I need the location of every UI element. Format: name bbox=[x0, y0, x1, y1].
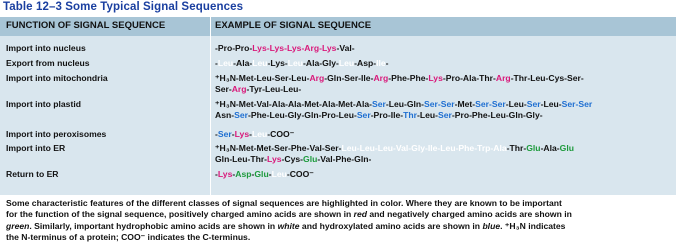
sequence-segment: Glu bbox=[303, 154, 318, 164]
sequence-line bbox=[215, 154, 673, 165]
sequence-segment: Gln-Leu-Thr- bbox=[215, 154, 268, 164]
sequence-line bbox=[215, 84, 673, 95]
row-function: Import into peroxisomes bbox=[6, 129, 107, 139]
sequence-segment: Lys-Lys-Lys-Arg-Lys bbox=[252, 43, 337, 53]
sequence-segment: Leu bbox=[271, 169, 287, 179]
sequence-segment: Thr bbox=[403, 110, 417, 120]
sequence-segment: -Thr-Leu-Cys-Ser- bbox=[510, 73, 584, 83]
sequence-segment: Leu bbox=[251, 129, 268, 139]
sequence-segment: -Met- bbox=[454, 99, 476, 109]
sequence-segment: Asn- bbox=[215, 110, 235, 120]
caption-segment: Some characteristic features of the different classes of signal sequences are highlighted in color. Where they are known to be important bbox=[6, 198, 562, 208]
sequence-segment: -Leu- bbox=[505, 99, 527, 109]
sequence-segment: -Ala-Gly- bbox=[303, 58, 339, 68]
caption-segment: green bbox=[6, 220, 30, 231]
column-divider bbox=[210, 17, 211, 195]
sequence-segment: Ser bbox=[372, 99, 386, 109]
sequence-segment: -Pro-Ile- bbox=[370, 110, 404, 120]
row-sequence bbox=[215, 169, 673, 180]
sequence-segment: Leu bbox=[252, 58, 268, 68]
caption-segment: . ⁺H₃N indicates bbox=[500, 220, 566, 231]
sequence-segment: Lys bbox=[217, 169, 233, 179]
sequence-segment: Lys bbox=[428, 73, 443, 83]
sequence-segment: -Leu- bbox=[540, 99, 562, 109]
sequence-segment: -Asp- bbox=[354, 58, 377, 68]
caption-segment: for the function of the signal sequence, positively charged amino acids are shown in bbox=[6, 209, 354, 220]
row-function: Export from nucleus bbox=[6, 58, 90, 68]
caption-segment: red bbox=[353, 209, 368, 220]
sequence-segment: Glu bbox=[559, 143, 574, 153]
row-sequence bbox=[215, 143, 673, 165]
sequence-segment: -Phe-Phe- bbox=[388, 73, 429, 83]
sequence-segment: Ser bbox=[356, 110, 371, 120]
row-function: Import into plastid bbox=[6, 99, 81, 109]
sequence-segment: -Pro-Phe-Leu-Gln-Gly- bbox=[451, 110, 543, 120]
sequence-segment: Ser bbox=[438, 110, 452, 120]
table-title: Table 12–3 Some Typical Signal Sequences bbox=[3, 1, 244, 13]
sequence-segment: -Ala- bbox=[540, 143, 560, 153]
sequence-line bbox=[215, 129, 673, 140]
sequence-segment: Ser bbox=[526, 99, 541, 109]
sequence-segment: Leu-Leu-Leu-Val-Gly-Ile-Leu-Phe-Trp-Ala bbox=[341, 143, 507, 153]
sequence-segment: Leu bbox=[287, 58, 304, 68]
sequence-segment: Lys bbox=[267, 154, 282, 164]
sequence-line bbox=[215, 43, 673, 54]
sequence-segment: -Gln-Ser-Ile- bbox=[324, 73, 374, 83]
sequence-segment: -Pro-Ala-Thr- bbox=[442, 73, 496, 83]
sequence-segment: - bbox=[385, 58, 389, 68]
sequence-line bbox=[215, 99, 673, 110]
sequence-segment: - bbox=[251, 169, 255, 179]
row-function: Import into mitochondria bbox=[6, 73, 108, 83]
sequence-line bbox=[215, 73, 673, 84]
sequence-segment: -COO⁻ bbox=[286, 169, 314, 179]
sequence-segment: Leu bbox=[338, 58, 355, 68]
row-function: Import into nucleus bbox=[6, 43, 86, 53]
sequence-segment: ⁺H₃N-Met-Met-Ser-Phe-Val-Ser- bbox=[215, 143, 342, 153]
sequence-segment: Ser bbox=[234, 110, 248, 120]
sequence-segment: Ser-Ser bbox=[561, 99, 593, 109]
sequence-segment: ⁺H₃N-Met-Val-Ala-Ala-Met-Ala-Met-Ala- bbox=[215, 99, 372, 109]
header-example: EXAMPLE OF SIGNAL SEQUENCE bbox=[215, 20, 372, 31]
caption-segment: and negatively charged amino acids are shown in bbox=[367, 209, 572, 220]
sequence-segment: Ile bbox=[376, 58, 386, 68]
caption-segment: blue bbox=[482, 220, 501, 231]
row-function: Return to ER bbox=[6, 169, 59, 179]
sequence-segment: -Pro-Pro- bbox=[215, 43, 253, 53]
sequence-segment: Arg bbox=[231, 84, 247, 94]
caption-segment: the N-terminus of a protein; COO⁻ indicates the C-terminus. bbox=[6, 231, 251, 242]
row-function: Import into ER bbox=[6, 143, 66, 153]
sequence-segment: Ser bbox=[217, 129, 232, 139]
sequence-segment: -Ala- bbox=[233, 58, 253, 68]
caption-segment: white bbox=[277, 220, 300, 231]
sequence-segment: - bbox=[215, 58, 218, 68]
sequence-segment: Ser-Ser bbox=[424, 99, 455, 109]
row-sequence bbox=[215, 73, 673, 95]
sequence-segment: -Phe-Leu-Gly-Gln-Pro-Leu- bbox=[247, 110, 357, 120]
caption-line bbox=[6, 209, 672, 220]
sequence-segment: -Cys- bbox=[281, 154, 304, 164]
sequence-segment: - bbox=[232, 169, 236, 179]
sequence-line bbox=[215, 169, 673, 180]
sequence-segment: Glu bbox=[526, 143, 541, 153]
sequence-segment: -Leu-Gln- bbox=[385, 99, 425, 109]
sequence-segment: -Thr- bbox=[506, 143, 527, 153]
sequence-segment: - bbox=[268, 169, 272, 179]
sequence-segment: - bbox=[215, 129, 218, 139]
sequence-segment: Ser-Ser bbox=[475, 99, 506, 109]
caption-line bbox=[6, 198, 672, 209]
sequence-segment: - bbox=[249, 129, 252, 139]
sequence-line bbox=[215, 143, 673, 154]
sequence-segment: ⁺H₃N-Met-Leu-Ser-Leu- bbox=[215, 73, 310, 83]
table-caption bbox=[6, 198, 672, 243]
sequence-segment: Arg bbox=[373, 73, 389, 83]
sequence-segment: Asp bbox=[235, 169, 252, 179]
caption-segment: and hydroxylated amino acids are shown in bbox=[299, 220, 483, 231]
sequence-segment: -COO⁻ bbox=[267, 129, 295, 139]
row-sequence bbox=[215, 99, 673, 121]
caption-segment: . Similarly, important hydrophobic amino acids are shown in bbox=[29, 220, 278, 231]
sequence-segment: Lys bbox=[234, 129, 250, 139]
sequence-segment: Arg bbox=[495, 73, 511, 83]
sequence-line bbox=[215, 58, 673, 69]
sequence-segment: Leu bbox=[217, 58, 234, 68]
row-sequence bbox=[215, 129, 673, 140]
caption-line bbox=[6, 221, 672, 232]
sequence-segment: Ser- bbox=[215, 84, 232, 94]
sequence-segment: -Tyr-Leu-Leu- bbox=[246, 84, 302, 94]
sequence-segment: -Leu- bbox=[417, 110, 439, 120]
sequence-segment: -Val-Phe-Gln- bbox=[317, 154, 372, 164]
header-function: FUNCTION OF SIGNAL SEQUENCE bbox=[6, 20, 166, 31]
row-sequence bbox=[215, 58, 673, 69]
sequence-segment: -Val- bbox=[336, 43, 355, 53]
table-header bbox=[0, 17, 676, 36]
sequence-segment: -Lys- bbox=[267, 58, 288, 68]
sequence-segment: - bbox=[215, 169, 218, 179]
row-sequence bbox=[215, 43, 673, 54]
sequence-segment: - bbox=[231, 129, 235, 139]
sequence-segment: Arg bbox=[309, 73, 325, 83]
sequence-line bbox=[215, 110, 673, 121]
sequence-segment: Glu bbox=[254, 169, 269, 179]
caption-line bbox=[6, 232, 672, 243]
